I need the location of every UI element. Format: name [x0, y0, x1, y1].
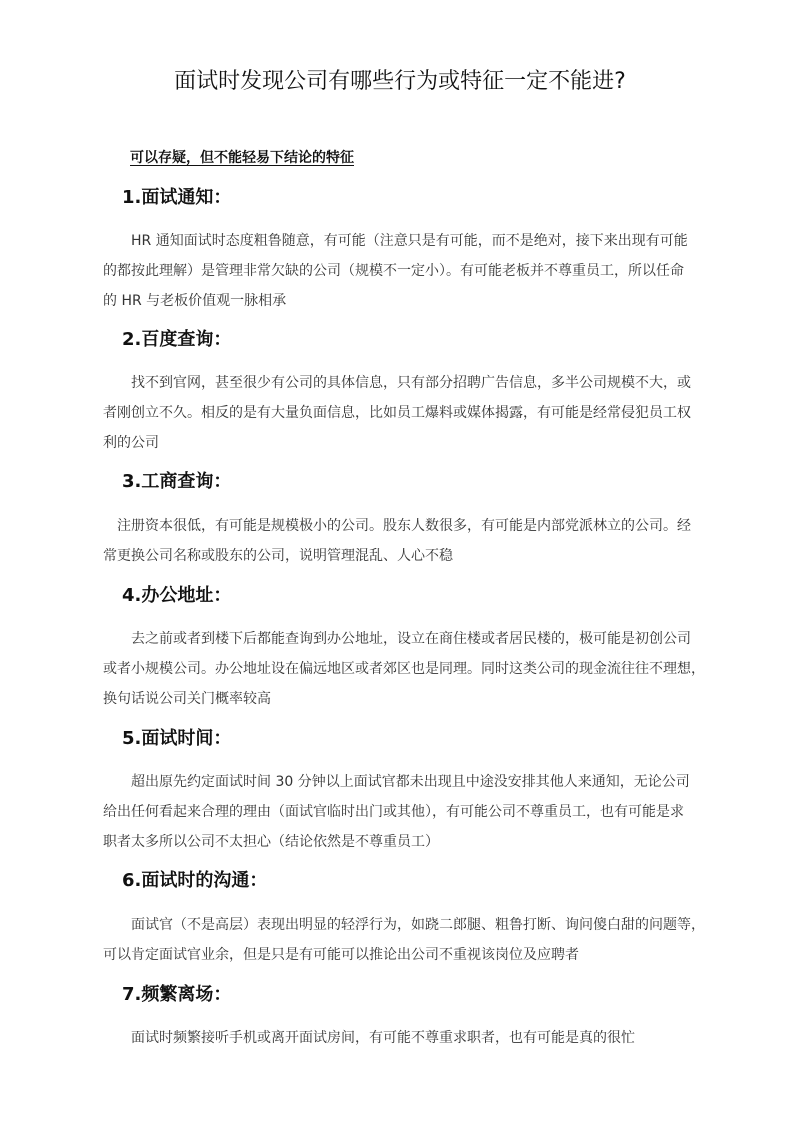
- body-line: 可以肯定面试官业余，但是只是有可能可以推论出公司不重视该岗位及应聘者: [103, 947, 579, 963]
- body-line: 注册资本很低，有可能是规模极小的公司。股东人数很多，有可能是内部党派林立的公司。经: [117, 518, 691, 534]
- page-title: 面试时发现公司有哪些行为或特征一定不能进?: [174, 69, 626, 94]
- section-heading-interview-time: 5.面试时间：: [122, 728, 232, 749]
- body-line: 超出原先约定面试时间 30 分钟以上面试官都未出现且中途没安排其他人来通知，无论公司: [131, 774, 690, 790]
- body-line: 的都按此理解）是管理非常欠缺的公司（规模不一定小）。有可能老板并不尊重员工，所以任命: [103, 263, 684, 279]
- body-line: 者刚创立不久。相反的是有大量负面信息，比如员工爆料或媒体揭露，有可能是经常侵犯员工权: [103, 405, 691, 421]
- section-heading-interview-communication: 6.面试时的沟通：: [122, 870, 268, 891]
- body-line: 或者小规模公司。办公地址设在偏远地区或者郊区也是同理。同时这类公司的现金流往往不理想，: [103, 661, 705, 677]
- body-line: 的 HR 与老板价值观一脉相承: [103, 293, 287, 309]
- body-line: 找不到官网，甚至很少有公司的具体信息，只有部分招聘广告信息，多半公司规模不大，或: [131, 375, 691, 391]
- section-heading-notification: 1.面试通知：: [122, 187, 232, 208]
- body-line: 面试时频繁接听手机或离开面试房间，有可能不尊重求职者，也有可能是真的很忙: [131, 1030, 635, 1046]
- body-line: 利的公司: [103, 435, 159, 451]
- body-line: 职者太多所以公司不太担心（结论依然是不尊重员工）: [103, 834, 439, 850]
- section-heading-frequent-leaving: 7.频繁离场：: [122, 984, 232, 1005]
- body-line: HR 通知面试时态度粗鲁随意，有可能（注意只是有可能，而不是绝对，接下来出现有可能: [131, 233, 688, 249]
- section-body-business-registry: [103, 511, 703, 571]
- section-body-interview-communication: [103, 910, 703, 970]
- document-subtitle: 可以存疑，但不能轻易下结论的特征: [130, 150, 354, 166]
- body-line: 去之前或者到楼下后都能查询到办公地址，设立在商住楼或者居民楼的，极可能是初创公司: [131, 631, 691, 647]
- body-line: 换句话说公司关门概率较高: [103, 691, 271, 707]
- section-heading-office-address: 4.办公地址：: [122, 585, 232, 606]
- section-heading-baidu-search: 2.百度查询：: [122, 329, 232, 350]
- section-body-interview-time: [103, 767, 703, 857]
- body-line: 给出任何看起来合理的理由（面试官临时出门或其他），有可能公司不尊重员工，也有可能是求: [103, 804, 684, 820]
- body-line: 常更换公司名称或股东的公司，说明管理混乱、人心不稳: [103, 548, 453, 564]
- section-body-frequent-leaving: [103, 1023, 703, 1053]
- section-heading-business-registry: 3.工商查询：: [122, 471, 232, 492]
- body-line: 面试官（不是高层）表现出明显的轻浮行为，如跷二郎腿、粗鲁打断、询问傻白甜的问题等，: [131, 917, 705, 933]
- section-body-notification: [103, 226, 703, 316]
- section-body-office-address: [103, 624, 703, 714]
- section-body-baidu-search: [103, 368, 703, 458]
